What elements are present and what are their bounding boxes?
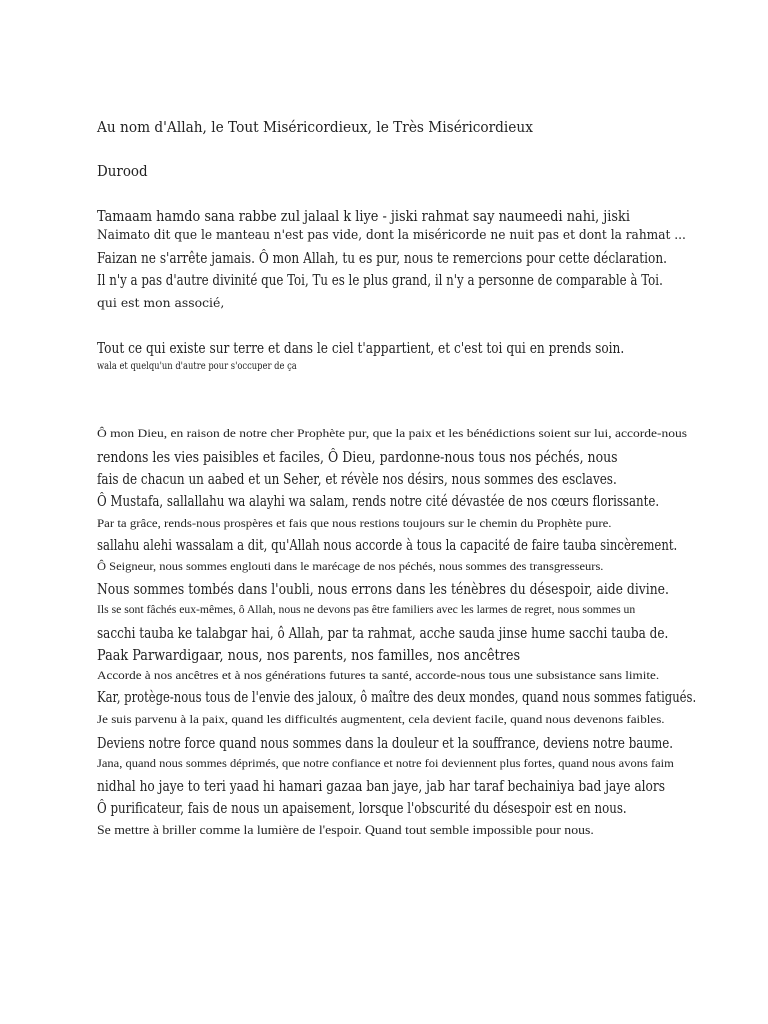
text-line: fais de chacun un aabed et un Seher, et révèle nos désirs, nous sommes des esclaves. bbox=[97, 470, 617, 488]
text-line: sallahu alehi wassalam a dit, qu'Allah nous accorde à tous la capacité de faire tauba sincèrement. bbox=[97, 536, 678, 554]
text-line: Accorde à nos ancêtres et à nos générations futures ta santé, accorde-nous tous une subsistance sans limite. bbox=[97, 668, 660, 682]
text-line: Jana, quand nous sommes déprimés, que notre confiance et notre foi deviennent plus fortes, quand nous avons faim bbox=[97, 756, 674, 770]
text-line: Kar, protège-nous tous de l'envie des jaloux, ô maître des deux mondes, quand nous sommes fatigués. bbox=[97, 688, 697, 706]
text-line: Nous sommes tombés dans l'oubli, nous errons dans les ténèbres du désespoir, aide divine. bbox=[97, 580, 669, 598]
text-line: wala et quelqu'un d'autre pour s'occuper de ça bbox=[97, 361, 297, 372]
text-line: Tamaam hamdo sana rabbe zul jalaal k liye - jiski rahmat say naumeedi nahi, jiski bbox=[97, 207, 630, 225]
text-line: Tout ce qui existe sur terre et dans le ciel t'appartient, et c'est toi qui en prends soin. bbox=[97, 339, 625, 357]
text-line: Il n'y a pas d'autre divinité que Toi, Tu es le plus grand, il n'y a personne de comparable à Toi. bbox=[97, 271, 663, 289]
text-line: Naimato dit que le manteau n'est pas vide, dont la miséricorde ne nuit pas et dont la rahmat ... bbox=[97, 228, 686, 243]
text-line: Ô mon Dieu, en raison de notre cher Prophète pur, que la paix et les bénédictions soient sur lui, accorde-nous bbox=[97, 426, 688, 440]
text-line: Deviens notre force quand nous sommes dans la douleur et la souffrance, deviens notre baume. bbox=[97, 734, 674, 752]
text-line: nidhal ho jaye to teri yaad hi hamari gazaa ban jaye, jab har taraf bechainiya bad jaye alors bbox=[97, 777, 665, 795]
text-line: Par ta grâce, rends-nous prospères et fais que nous restions toujours sur le chemin du Prophète pure. bbox=[97, 516, 612, 530]
text-line: Ô purificateur, fais de nous un apaisement, lorsque l'obscurité du désespoir est en nous. bbox=[97, 799, 627, 817]
text-line: Je suis parvenu à la paix, quand les difficultés augmentent, cela devient facile, quand nous devenons faibles. bbox=[97, 712, 665, 726]
text-line: Paak Parwardigaar, nous, nos parents, nos familles, nos ancêtres bbox=[97, 646, 521, 664]
text-line: sacchi tauba ke talabgar hai, ô Allah, par ta rahmat, acche sauda jinse hume sacchi tauba de. bbox=[97, 624, 669, 642]
text-line: Faizan ne s'arrête jamais. Ô mon Allah, tu es pur, nous te remercions pour cette déclaration. bbox=[97, 249, 667, 267]
text-line: Se mettre à briller comme la lumière de l'espoir. Quand tout semble impossible pour nous. bbox=[97, 822, 594, 837]
text-line: Ils se sont fâchés eux-mêmes, ô Allah, nous ne devons pas être familiers avec les larmes de regret, nous sommes un bbox=[97, 602, 636, 616]
section-heading: Durood bbox=[97, 162, 148, 180]
document-title: Au nom d'Allah, le Tout Miséricordieux, le Très Miséricordieux bbox=[97, 118, 533, 136]
text-line: rendons les vies paisibles et faciles, Ô Dieu, pardonne-nous tous nos péchés, nous bbox=[97, 448, 618, 466]
text-line: Ô Seigneur, nous sommes englouti dans le marécage de nos péchés, nous sommes des transgresseurs. bbox=[97, 559, 604, 573]
text-line: Ô Mustafa, sallallahu wa alayhi wa salam, rends notre cité dévastée de nos cœurs florissante. bbox=[97, 492, 660, 510]
text-line: qui est mon associé, bbox=[97, 296, 225, 310]
